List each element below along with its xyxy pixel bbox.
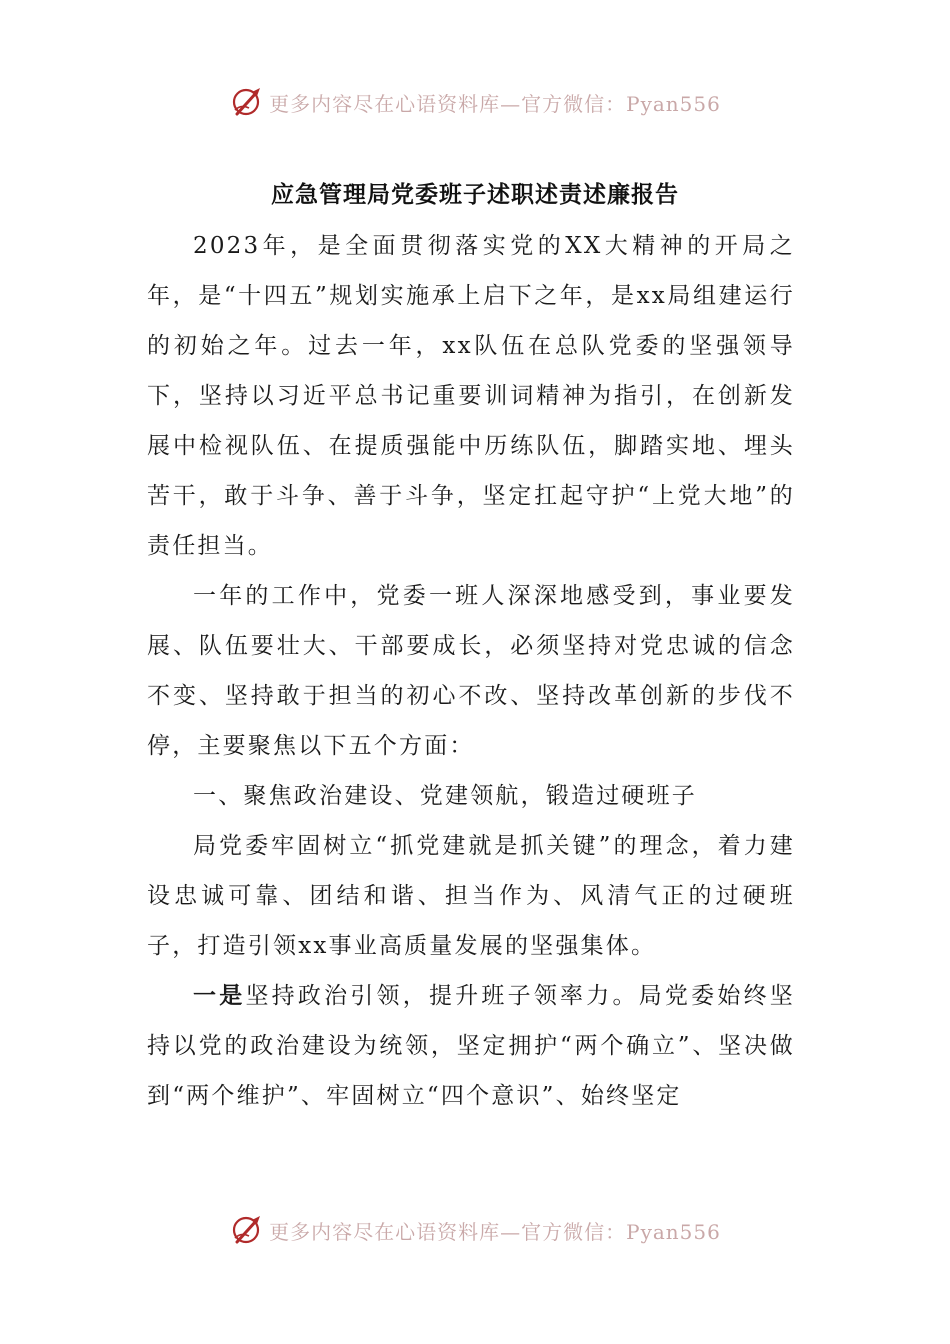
section-heading: 一、聚焦政治建设、党建领航，锻造过硬班子 <box>193 783 697 809</box>
footer-watermark <box>0 1208 950 1252</box>
watermark-text: 更多内容尽在心语资料库—官方微信：Pyan556 <box>269 1219 721 1244</box>
paragraph: 局党委牢固树立“抓党建就是抓关键”的理念，着力建设忠诚可靠、团结和谐、担当作为、风清气正的过硬班子，打造引领xx事业高质量发展的坚强集体。 <box>147 833 795 959</box>
header-watermark <box>0 80 950 124</box>
pen-logo-icon <box>229 84 265 120</box>
paragraph-lead: 一是 <box>193 982 246 1009</box>
paragraph: 一年的工作中，党委一班人深深地感受到，事业要发展、队伍要壮大、干部要成长，必须坚持对党忠诚的信念不变、坚持敢于担当的初心不改、坚持改革创新的步伐不停，主要聚焦以下五个方面： <box>147 583 795 759</box>
watermark-text: 更多内容尽在心语资料库—官方微信：Pyan556 <box>269 91 721 116</box>
paragraph-text: 坚持政治引领，提升班子领率力。局党委始终坚持以党的政治建设为统领，坚定拥护“两个确立”、坚决做到“两个维护”、牢固树立“四个意识”、始终坚定 <box>147 983 795 1109</box>
paragraph: 2023年，是全面贯彻落实党的XX大精神的开局之年，是“十四五”规划实施承上启下之年，是xx局组建运行的初始之年。过去一年，xx队伍在总队党委的坚强领导下，坚持以习近平总书记重要训词精神为指引，在创新发展中检视队伍、在提质强能中历练队伍，脚踏实地、埋头苦干，敢于斗争、善于斗争，坚定扛起守护“上党大地”的责任担当。 <box>147 233 795 559</box>
pen-logo-icon <box>229 1212 265 1248</box>
document-body <box>147 221 795 1121</box>
paragraph <box>147 971 795 1121</box>
document-title: 应急管理局党委班子述职述责述廉报告 <box>271 182 679 208</box>
